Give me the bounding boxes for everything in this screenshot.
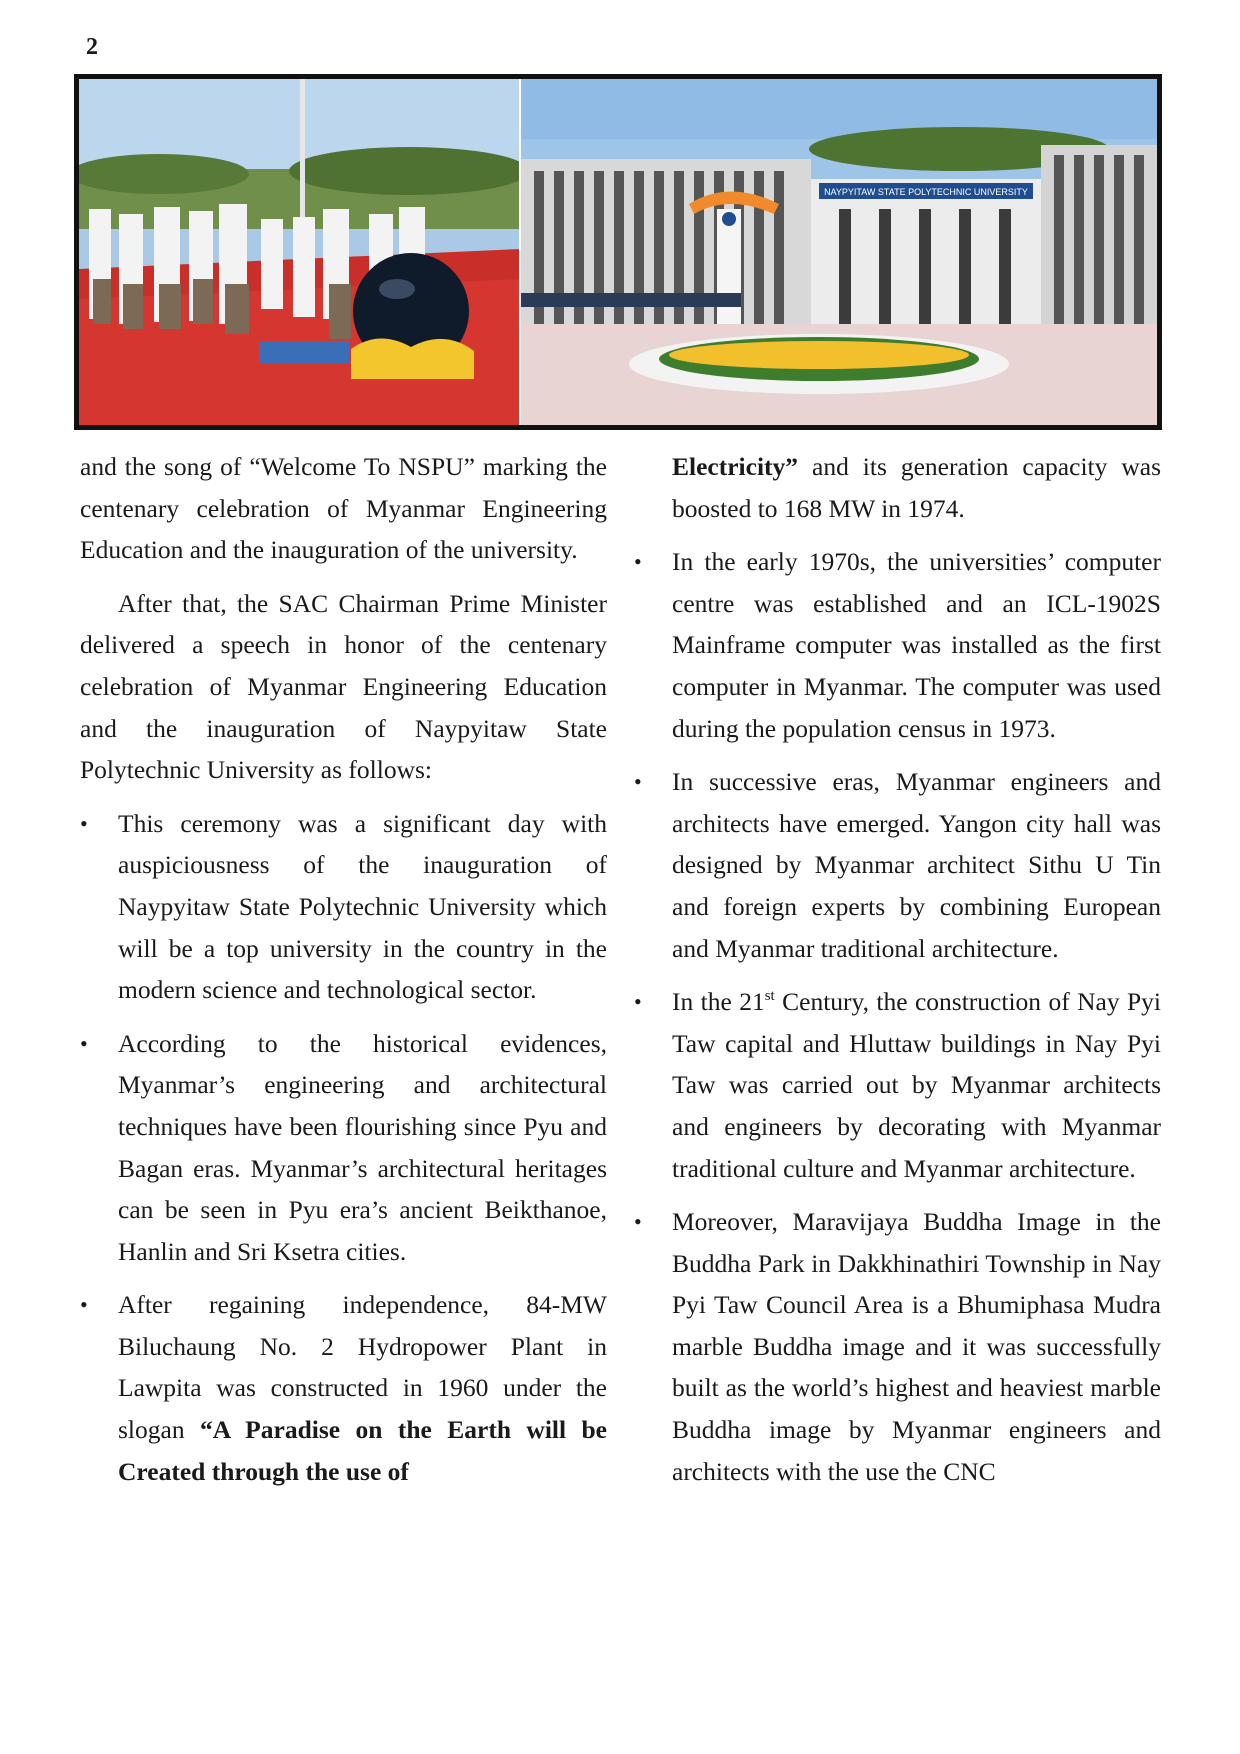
university-building-photo xyxy=(521,79,1157,425)
bullet-dot-icon: • xyxy=(80,810,88,836)
left-column xyxy=(80,446,607,1504)
slogan-text: “A Paradise on the Earth will be Created through the use of xyxy=(118,1415,607,1486)
slogan-text-end: Electricity” xyxy=(672,452,799,481)
list-item xyxy=(634,541,1161,749)
list-item-continued xyxy=(634,446,1161,529)
bullet-text: In successive eras, Myanmar engineers and architects have emerged. Yangon city hall was designed by Myanmar architect Sithu U Tin and foreign experts by combining European and Myanmar traditional architecture. xyxy=(672,767,1161,963)
list-item xyxy=(80,1023,607,1273)
left-bullet-list xyxy=(80,803,607,1493)
bullet-text: After regaining independence, 84-MW Biluchaung No. 2 Hydropower Plant in Lawpita was constructed in 1960 under the slogan xyxy=(118,1290,607,1445)
bullet-text: This ceremony was a significant day with auspiciousness of the inauguration of Naypyitaw State Polytechnic University which will be a top university in the country in the modern science and technological sector. xyxy=(118,808,607,1005)
bullet-text: In the early 1970s, the universities’ computer centre was established and an ICL-1902S Mainframe computer was installed as the first computer in Myanmar. The computer was used during the population census in 1973. xyxy=(672,547,1161,743)
paragraph-speech-intro: After that, the SAC Chairman Prime Minister delivered a speech in honor of the centenary celebration of Myanmar Engineering Education and the inauguration of Naypyitaw State Polytechnic University as follows: xyxy=(80,588,607,785)
list-item xyxy=(634,981,1161,1189)
bullet-text: Moreover, Maravijaya Buddha Image in the Buddha Park in Dakkhinathiri Township in Nay Pyi Taw Council Area is a Bhumiphasa Mudra marble Buddha image and it was successfully built as the world’s highest and heaviest marble Buddha image by Myanmar engineers and architects with the use the CNC xyxy=(672,1207,1161,1486)
list-item xyxy=(634,1201,1161,1492)
bullet-dot-icon: • xyxy=(634,989,642,1015)
bullet-text: According to the historical evidences, Myanmar’s engineering and architectural techniques have been flourishing since Pyu and Bagan eras. Myanmar’s architectural heritages can be seen in Pyu era’s ancient Beikthanoe, Hanlin and Sri Ksetra cities. xyxy=(118,1028,607,1266)
list-item xyxy=(634,761,1161,969)
bullet-dot-icon: • xyxy=(80,1030,88,1056)
right-column xyxy=(634,446,1161,1504)
bullet-text: Century, the construction of Nay Pyi Taw capital and Hluttaw buildings in Nay Pyi Taw was carried out by Myanmar architects and engineers by decorating with Myanmar traditional culture and Myanmar architecture. xyxy=(672,987,1161,1183)
bullet-dot-icon: • xyxy=(80,1292,88,1318)
superscript-st: st xyxy=(764,988,775,1005)
bullet-dot-icon: • xyxy=(634,549,642,575)
bullet-text: and its generation capacity was boosted to 168 MW in 1974. xyxy=(672,452,1161,523)
photo-collage xyxy=(79,79,1157,425)
ceremony-photo xyxy=(79,79,529,425)
bullet-text-start: In the 21 xyxy=(672,987,765,1017)
list-item xyxy=(80,803,607,1011)
bullet-dot-icon: • xyxy=(634,769,642,795)
bullet-dot-icon: • xyxy=(634,1209,642,1235)
list-item xyxy=(80,1284,607,1492)
page-number: 2 xyxy=(86,34,98,60)
paragraph-intro-continued: and the song of “Welcome To NSPU” marking the centenary celebration of Myanmar Engineering Education and the inauguration of the university. xyxy=(80,452,607,565)
photo-banner xyxy=(74,74,1162,430)
building-sign: NAYPYITAW STATE POLYTECHNIC UNIVERSITY xyxy=(824,187,1028,197)
right-bullet-list xyxy=(634,446,1161,1492)
